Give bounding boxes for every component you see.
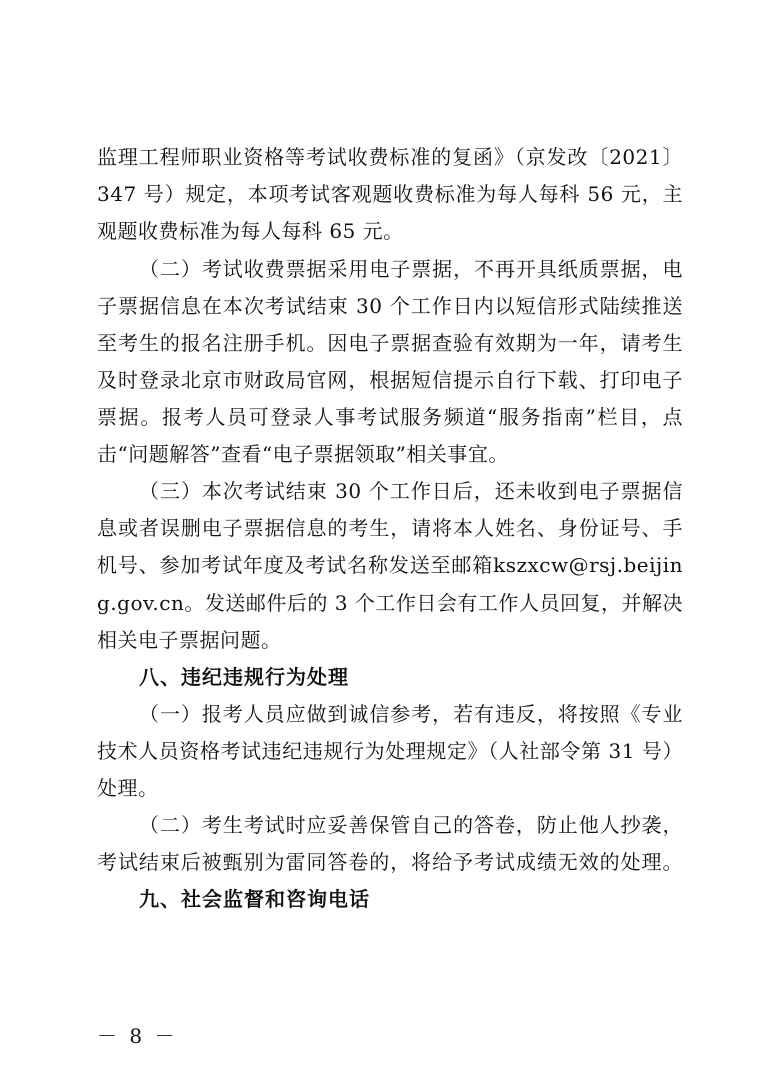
paragraph-line: 相关电子票据问题。: [97, 628, 282, 652]
paragraph-line: 及时登录北京市财政局官网，根据短信提示自行下载、打印电子: [97, 368, 683, 392]
section-heading: 九、社会监督和咨询电话: [139, 887, 370, 911]
paragraph-line: 机号、参加考试年度及考试名称发送至邮箱kszxcw@rsj.beijin: [97, 553, 683, 577]
paragraph-line: 观题收费标准为每人每科 65 元。: [97, 219, 404, 243]
paragraph-line: （二）考试收费票据采用电子票据，不再开具纸质票据，电: [139, 257, 683, 281]
paragraph-line: 考试结束后被甄别为雷同答卷的，将给予考试成绩无效的处理。: [97, 850, 683, 874]
paragraph-line: 监理工程师职业资格等考试收费标准的复函》（京发改〔2021〕: [97, 145, 683, 169]
paragraph-line: 票据。报考人员可登录人事考试服务频道“服务指南”栏目，点: [97, 405, 683, 429]
page-number: － 8 －: [97, 1024, 178, 1048]
paragraph-line: （一）报考人员应做到诚信参考，若有违反，将按照《专业: [139, 702, 683, 726]
section-heading: 八、违纪违规行为处理: [139, 665, 349, 689]
paragraph-line: 至考生的报名注册手机。因电子票据查验有效期为一年，请考生: [97, 331, 683, 355]
paragraph-line: （三）本次考试结束 30 个工作日后，还未收到电子票据信: [139, 479, 683, 503]
paragraph-line: 处理。: [97, 776, 159, 800]
paragraph-line: 息或者误删电子票据信息的考生，请将本人姓名、身份证号、手: [97, 516, 683, 540]
paragraph-line: （二）考生考试时应妥善保管自己的答卷，防止他人抄袭，: [139, 813, 683, 837]
paragraph-line: g.gov.cn。发送邮件后的 3 个工作日会有工作人员回复，并解决: [97, 591, 683, 615]
paragraph-line: 技术人员资格考试违纪违规行为处理规定》（人社部令第 31 号）: [97, 739, 683, 763]
paragraph-line: 347 号）规定，本项考试客观题收费标准为每人每科 56 元，主: [97, 182, 683, 206]
paragraph-line: 子票据信息在本次考试结束 30 个工作日内以短信形式陆续推送: [97, 294, 683, 318]
paragraph-line: 击“问题解答”查看“电子票据领取”相关事宜。: [97, 442, 509, 466]
